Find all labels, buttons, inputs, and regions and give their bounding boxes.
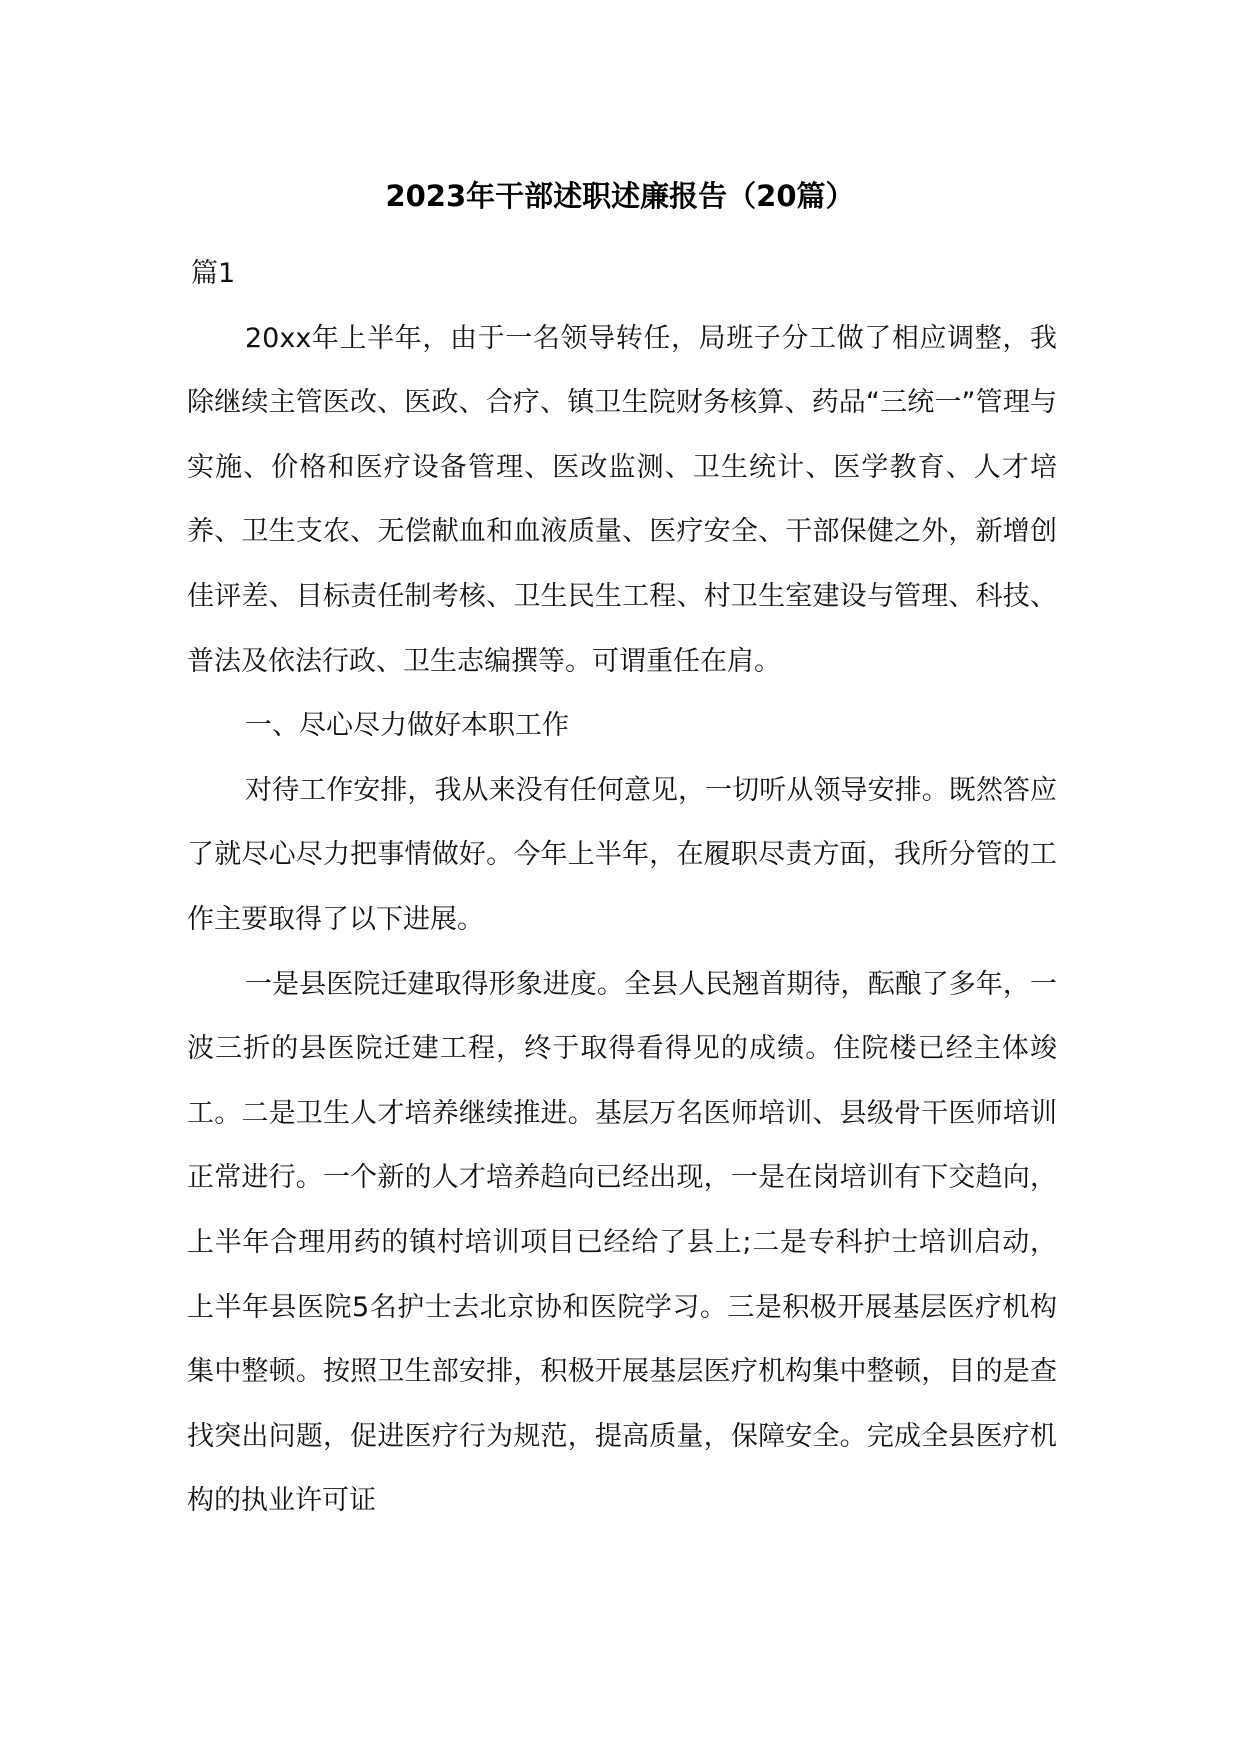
document-title: 2023年干部述职述廉报告（20篇） <box>385 179 855 213</box>
paragraph-intro: 20xx年上半年，由于一名领导转任，局班子分工做了相应调整，我除继续主管医改、医政、合疗、镇卫生院财务核算、药品“三统一”管理与实施、价格和医疗设备管理、医改监测、卫生统计、医学教育、人才培养、卫生支农、无偿献血和血液质量、医疗安全、干部保健之外，新增创佳评差、目标责任制考核、卫生民生工程、村卫生室建设与管理、科技、普法及依法行政、卫生志编撰等。可谓重任在肩。 <box>187 322 1057 677</box>
paragraph-work-attitude: 对待工作安排，我从来没有任何意见，一切听从领导安排。既然答应了就尽心尽力把事情做好。今年上半年，在履职尽责方面，我所分管的工作主要取得了以下进展。 <box>187 774 1057 935</box>
paragraph-progress: 一是县医院迁建取得形象进度。全县人民翘首期待，酝酿了多年，一波三折的县医院迁建工程，终于取得看得见的成绩。住院楼已经主体竣工。二是卫生人才培养继续推进。基层万名医师培训、县级骨干医师培训正常进行。一个新的人才培养趋向已经出现，一是在岗培训有下交趋向，上半年合理用药的镇村培训项目已经给了县上;二是专科护士培训启动，上半年县医院5名护士去北京协和医院学习。三是积极开展基层医疗机构集中整顿。按照卫生部安排，积极开展基层医疗机构集中整顿，目的是查找突出问题，促进医疗行为规范，提高质量，保障安全。完成全县医疗机构的执业许可证 <box>187 968 1057 1517</box>
section-label: 篇1 <box>191 258 236 289</box>
section-heading: 一、尽心尽力做好本职工作 <box>245 710 569 742</box>
document-body <box>187 242 1057 1534</box>
